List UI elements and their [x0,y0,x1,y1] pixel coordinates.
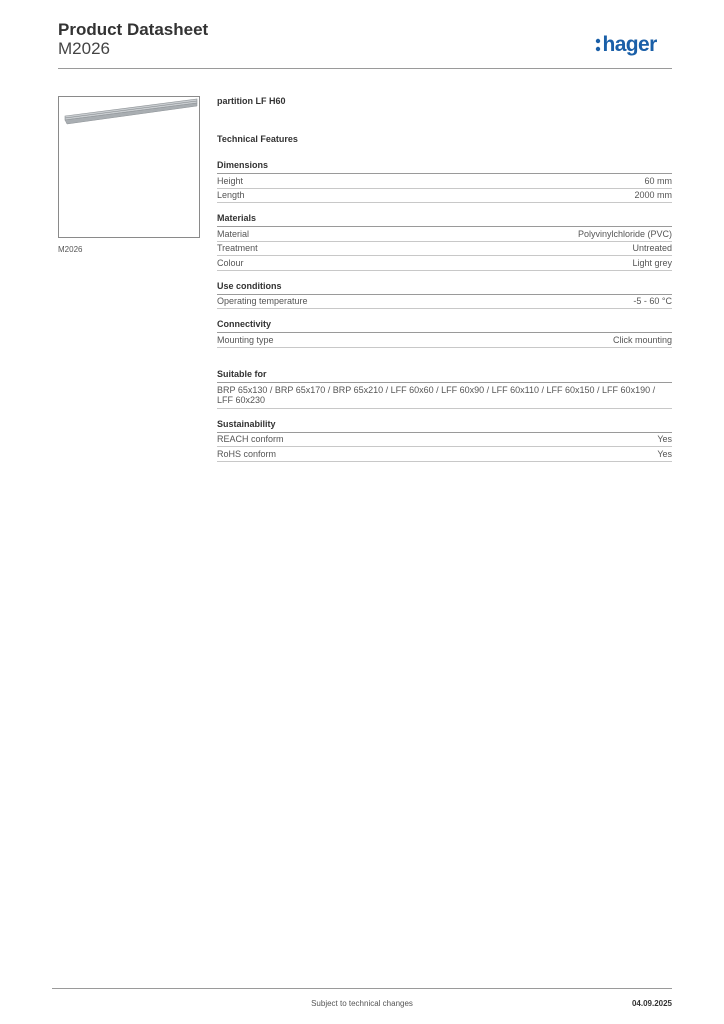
section-title: Dimensions [217,160,672,174]
table-row [217,189,672,204]
section-suitable-for [217,369,672,409]
product-name: partition LF H60 [217,96,286,106]
section-sustainability [217,419,672,462]
suitable-for-list: BRP 65x130 / BRP 65x170 / BRP 65x210 / LFF 60x60 / LFF 60x90 / LFF 60x110 / LFF 60x150 / LFF 60x190 / LFF 60x230 [217,383,672,409]
row-label: Treatment [217,243,258,253]
section-title: Connectivity [217,319,672,333]
header-divider [58,68,672,69]
row-value: -5 - 60 °C [633,296,672,306]
section-dimensions [217,160,672,203]
row-value: 2000 mm [634,190,672,200]
row-label: Mounting type [217,334,274,345]
table-row [217,447,672,462]
section-materials [217,213,672,271]
section-title: Sustainability [217,419,672,433]
footer-note: Subject to technical changes [311,999,413,1008]
section-use-conditions [217,281,672,310]
row-value: Click mounting [612,334,672,345]
footer-date: 04.09.2025 [631,999,672,1008]
partition-rail-icon [59,97,199,237]
row-label: Height [217,175,244,186]
product-image [58,96,200,238]
row-value: Untreated [632,243,672,253]
brand-logo-text: hager [602,33,657,56]
table-row [217,433,672,448]
row-label: REACH conform [217,434,284,444]
row-label: Operating temperature [217,296,308,306]
product-image-caption: M2026 [58,245,83,254]
row-value: 60 mm [644,175,672,186]
table-row [217,295,672,310]
row-label: Material [217,228,250,239]
table-row [217,256,672,271]
footer-divider [52,988,672,989]
row-label: RoHS conform [217,448,277,459]
datasheet-content [217,96,672,472]
section-title: Materials [217,213,672,227]
row-value: Light grey [632,257,672,268]
product-code: M2026 [58,39,110,58]
row-value: Yes [657,434,672,444]
row-label: Colour [217,257,244,268]
section-title: Suitable for [217,369,672,383]
table-row [217,242,672,257]
hager-logo-icon [594,27,674,59]
row-value: Yes [657,448,672,459]
technical-features-title: Technical Features [217,134,298,144]
row-value: Polyvinylchloride (PVC) [577,228,672,239]
table-row [217,333,672,348]
section-connectivity [217,319,672,348]
section-title: Use conditions [217,281,672,295]
row-label: Length [217,190,245,200]
table-row [217,227,672,242]
table-row [217,174,672,189]
page-title: Product Datasheet [58,20,209,39]
